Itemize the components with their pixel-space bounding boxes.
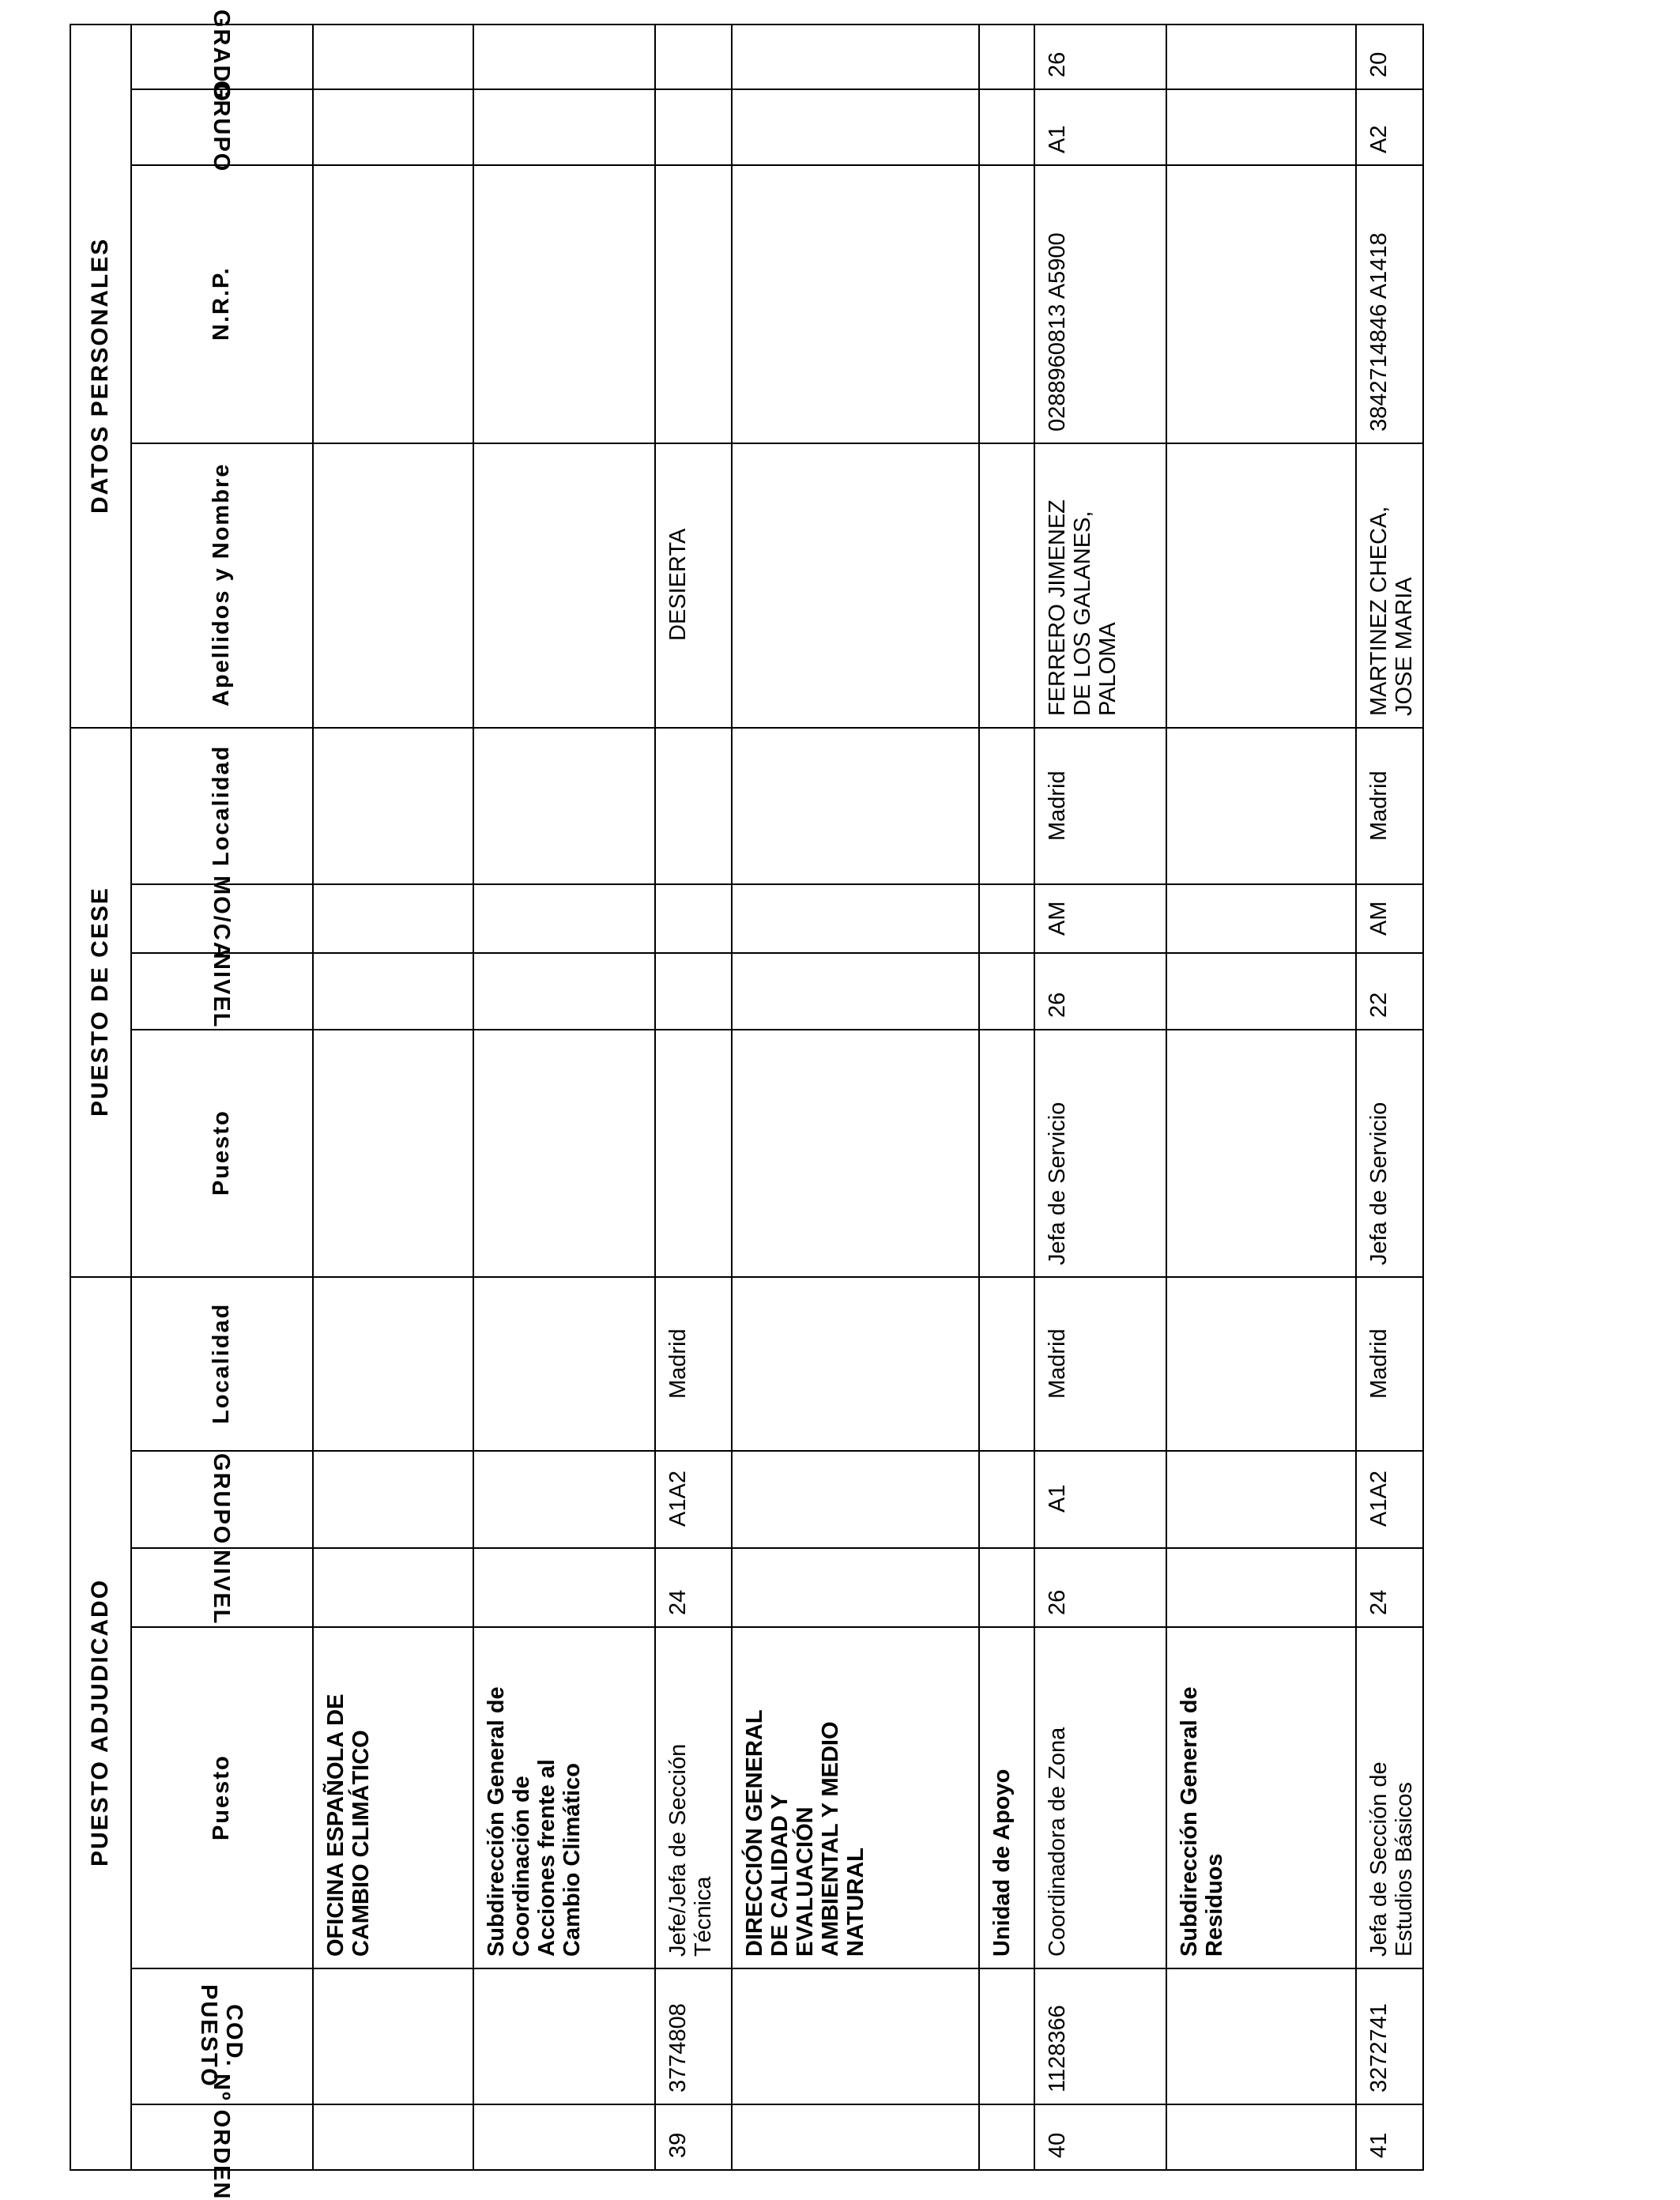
section-heading: OFICINA ESPAÑOLA DE CAMBIO CLIMÁTICO — [323, 1693, 374, 1957]
header-grupo: GRUPO — [209, 1452, 234, 1545]
header-cese-localidad: Localidad — [209, 744, 234, 866]
group-puesto-cese: PUESTO DE CESE — [86, 887, 113, 1117]
cell-nivel: 24 — [665, 1589, 691, 1615]
header-cese-moca: MO/CA — [209, 876, 234, 960]
cell-nivel: 24 — [1366, 1589, 1392, 1615]
header-dp-grupo: GRUPO — [209, 81, 234, 173]
field-rule — [130, 883, 1422, 885]
cell-nivel: 26 — [1045, 1589, 1070, 1615]
cell-cese-nivel: 26 — [1045, 992, 1070, 1018]
cell-nrp: 0288960813 A5900 — [1045, 232, 1070, 431]
header-apellidos: Apellidos y Nombre — [209, 462, 234, 706]
field-rule — [130, 1450, 1422, 1452]
frame-top — [70, 24, 1422, 25]
row-rule — [978, 24, 980, 2169]
row-rule — [654, 24, 656, 2169]
cell-cese-moca: AM — [1366, 901, 1392, 936]
cell-puesto: Coordinadora de Zona — [1045, 1727, 1070, 1957]
header-cod: COD. PUESTO — [196, 1983, 247, 2088]
header-dp-grado: GRADO — [209, 9, 234, 103]
cell-cese-moca: AM — [1045, 901, 1070, 936]
cell-grupo: A1A2 — [1366, 1471, 1392, 1527]
cell-apellidos: DESIERTA — [665, 528, 691, 641]
field-rule — [130, 1626, 1422, 1628]
row-rule — [731, 24, 733, 2169]
group-puesto-adjudicado: PUESTO ADJUDICADO — [86, 1578, 113, 1867]
row-rule — [473, 24, 474, 2169]
cell-grupo: A1 — [1045, 1484, 1070, 1512]
field-rule — [130, 727, 1422, 729]
field-rule — [130, 1968, 1422, 1969]
group-divider — [70, 1276, 130, 1278]
field-rule — [130, 164, 1422, 166]
cell-cese-localidad: Madrid — [1045, 770, 1070, 841]
cell-puesto: Jefe/Jefa de Sección Técnica — [665, 1743, 716, 1957]
field-rule — [130, 1029, 1422, 1030]
row-rule — [1422, 24, 1424, 2169]
field-rule — [130, 443, 1422, 444]
row-rule — [312, 24, 314, 2169]
section-heading: Subdirección General de Coordinación de Acciones frente al Cambio Climático — [484, 1686, 585, 1957]
row-rule — [1355, 24, 1357, 2169]
cell-orden: 39 — [665, 2132, 691, 2158]
cell-dp-grado: 26 — [1045, 51, 1070, 77]
header-cese-nivel: NIVEL — [209, 953, 234, 1029]
frame-left — [70, 24, 71, 2169]
field-rule — [130, 1276, 1422, 1278]
field-rule — [130, 1547, 1422, 1549]
header-puesto: Puesto — [209, 1754, 234, 1840]
cell-grupo: A1A2 — [665, 1471, 691, 1527]
group-datos-personales: DATOS PERSONALES — [86, 237, 113, 514]
header-orden: Nº ORDEN — [209, 2073, 234, 2200]
cell-cod: 3272741 — [1366, 2003, 1392, 2093]
cell-apellidos: FERRERO JIMENEZ DE LOS GALANES, PALOMA — [1045, 499, 1121, 716]
field-rule — [130, 2104, 1422, 2105]
group-divider — [70, 727, 130, 729]
section-heading: Unidad de Apoyo — [989, 1769, 1015, 1957]
cell-orden: 41 — [1366, 2132, 1392, 2158]
cell-orden: 40 — [1045, 2132, 1070, 2158]
cell-cese-localidad: Madrid — [1366, 770, 1392, 841]
header-nivel: NIVEL — [209, 1549, 234, 1625]
header-divider — [130, 24, 132, 2169]
field-rule — [130, 89, 1422, 90]
cell-dp-grupo: A1 — [1045, 125, 1070, 153]
cell-localidad: Madrid — [1045, 1328, 1070, 1399]
cell-cod: 3774808 — [665, 2003, 691, 2093]
cell-cese-puesto: Jefa de Servicio — [1045, 1102, 1070, 1265]
cell-nrp: 3842714846 A1418 — [1366, 232, 1392, 431]
cell-dp-grado: 20 — [1366, 51, 1392, 77]
section-heading: Subdirección General de Residuos — [1177, 1686, 1227, 1957]
cell-localidad: Madrid — [665, 1328, 691, 1399]
row-rule — [1166, 24, 1167, 2169]
field-rule — [130, 952, 1422, 954]
frame-bottom — [70, 2169, 1424, 2171]
cell-puesto: Jefa de Sección de Estudios Básicos — [1366, 1761, 1417, 1957]
cell-dp-grupo: A2 — [1366, 125, 1392, 153]
cell-cese-puesto: Jefa de Servicio — [1366, 1102, 1392, 1265]
cell-localidad: Madrid — [1366, 1328, 1392, 1399]
header-localidad: Localidad — [209, 1302, 234, 1424]
cell-apellidos: MARTINEZ CHECA, JOSE MARIA — [1366, 506, 1417, 716]
cell-cod: 1128366 — [1045, 2005, 1070, 2093]
header-cese-puesto: Puesto — [209, 1109, 234, 1196]
header-nrp: N.R.P. — [209, 266, 234, 341]
cell-cese-nivel: 22 — [1366, 992, 1392, 1018]
row-rule — [1034, 24, 1035, 2169]
section-heading: DIRECCIÓN GENERAL DE CALIDAD Y EVALUACIÓN AMBIENTAL Y MEDIO NATURAL — [742, 1709, 868, 1957]
